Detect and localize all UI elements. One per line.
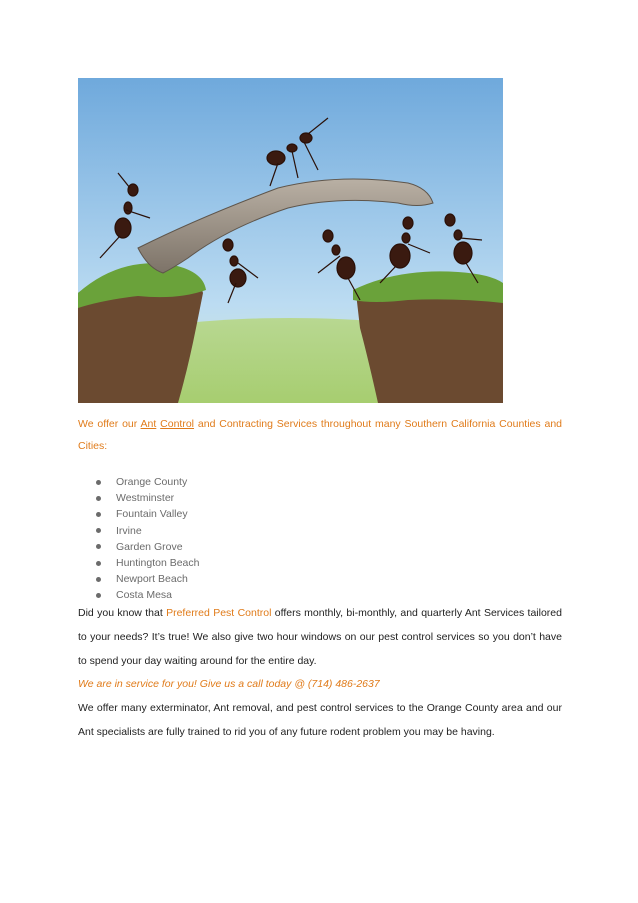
bullet-icon bbox=[96, 512, 101, 517]
services-paragraph bbox=[78, 601, 562, 673]
bullet-icon bbox=[96, 577, 101, 582]
list-item bbox=[96, 490, 199, 506]
bullet-icon bbox=[96, 561, 101, 566]
control-link[interactable]: Control bbox=[160, 418, 195, 430]
intro-text-end: and Contracting Services throughout many Southern California Counties and Cities: bbox=[78, 418, 563, 452]
call-to-action: We are in service for you! Give us a call today @ (714) 486-2637 bbox=[78, 678, 380, 690]
closing-paragraph: We offer many exterminator, Ant removal, and pest control services to the Orange County area and our Ant specialists are fully trained to rid you of any future rodent problem you may be having. bbox=[78, 702, 562, 738]
cities-list bbox=[96, 474, 199, 604]
bullet-icon bbox=[96, 496, 101, 501]
list-item bbox=[96, 506, 199, 522]
hero-image bbox=[78, 78, 503, 403]
list-item bbox=[96, 571, 199, 587]
intro-paragraph bbox=[78, 413, 562, 457]
company-name: Preferred Pest Control bbox=[166, 607, 272, 619]
city-name: Orange County bbox=[116, 476, 188, 488]
ants-bridge-illustration bbox=[78, 78, 503, 403]
ant-link[interactable]: Ant bbox=[140, 418, 157, 430]
list-item bbox=[96, 539, 199, 555]
city-name: Fountain Valley bbox=[116, 508, 188, 521]
para1-end: offers monthly, bi-monthly, and quarterly Ant Services tailored to your needs? It’s true! We also give two hour windows on our pest control services so you don’t have to spend your day waiting around for the entire day. bbox=[78, 607, 562, 667]
bullet-icon bbox=[96, 480, 101, 485]
right-cliff bbox=[353, 271, 503, 403]
list-item bbox=[96, 523, 199, 539]
bullet-icon bbox=[96, 593, 101, 598]
bullet-icon bbox=[96, 544, 101, 549]
intro-text-start: We offer our bbox=[78, 418, 141, 430]
para1-start: Did you know that bbox=[78, 607, 167, 619]
city-name: Westminster bbox=[116, 492, 175, 505]
list-item bbox=[96, 474, 199, 490]
bullet-icon bbox=[96, 528, 101, 533]
city-name: Garden Grove bbox=[116, 540, 183, 553]
city-name: Costa Mesa bbox=[116, 589, 173, 602]
city-name: Huntington Beach bbox=[116, 556, 200, 569]
city-name: Irvine bbox=[116, 524, 142, 537]
list-item bbox=[96, 555, 199, 571]
city-name: Newport Beach bbox=[116, 573, 188, 586]
